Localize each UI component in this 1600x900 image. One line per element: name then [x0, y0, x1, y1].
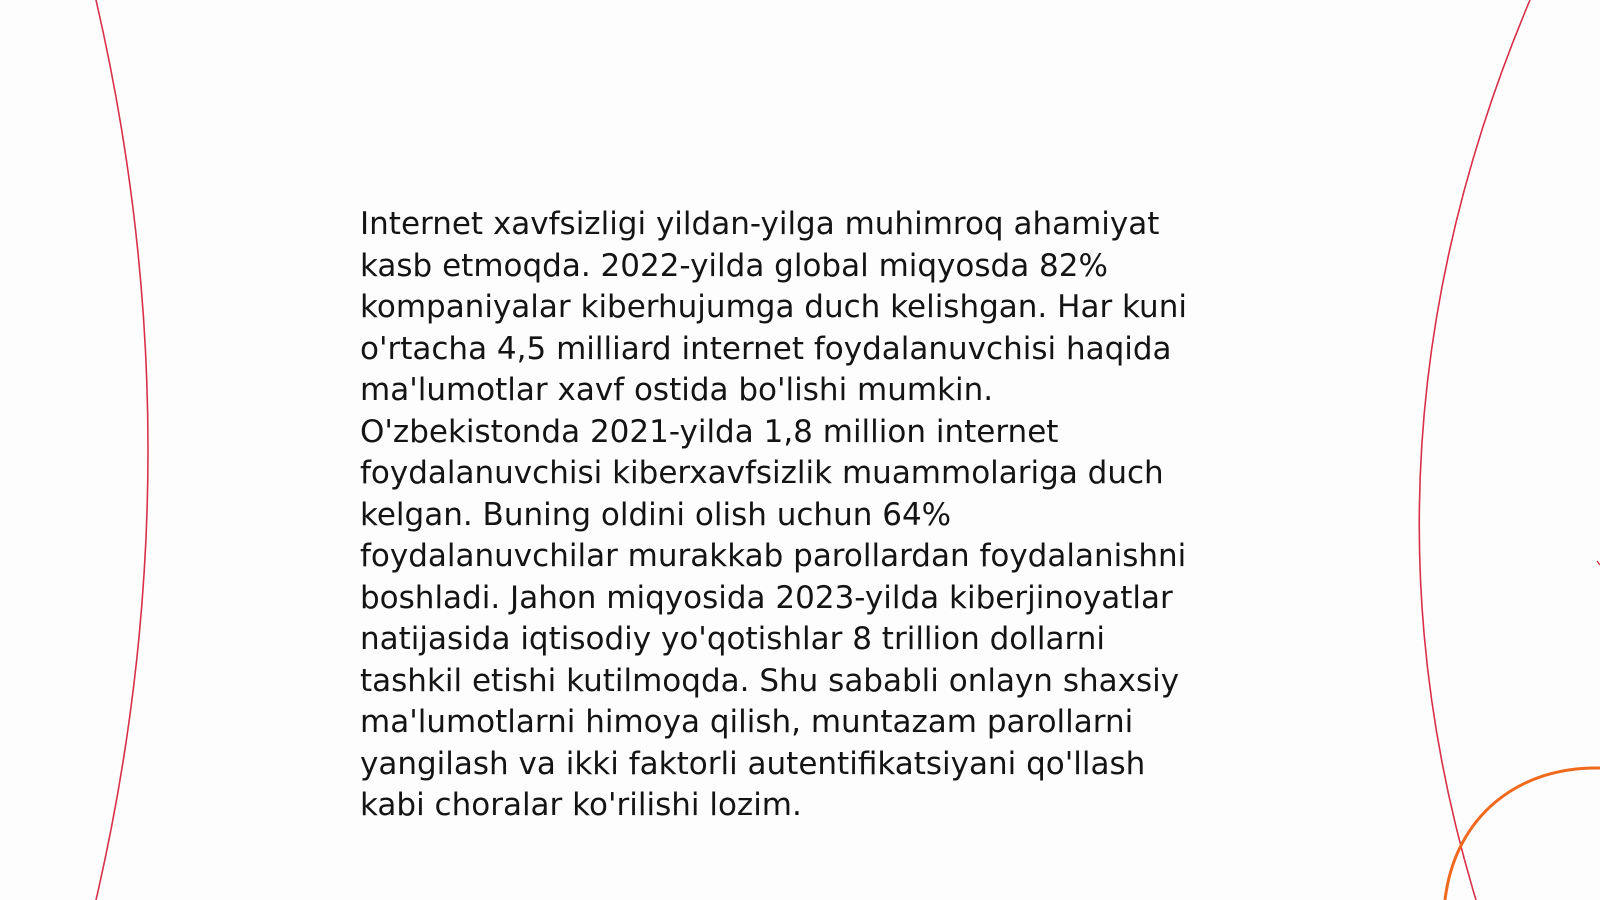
text-line: foydalanuvchilar murakkab parollardan foydalanishni	[360, 538, 1187, 574]
orange-arc	[1445, 768, 1600, 900]
text-line: ma'lumotlar xavf ostida bo'lishi mumkin.	[360, 372, 994, 408]
text-line: kabi choralar ko'rilishi lozim.	[360, 787, 802, 823]
text-line: kasb etmoqda. 2022-yilda global miqyosda 82%	[360, 247, 1108, 284]
text-line: foydalanuvchisi kiberxavfsizlik muammolariga duch	[360, 455, 1164, 491]
text-line: natijasida iqtisodiy yo'qotishlar 8 trillion dollarni	[360, 621, 1105, 657]
text-line: Internet xavfsizligi yildan-yilga muhimroq ahamiyat	[360, 206, 1160, 242]
text-line: ma'lumotlarni himoya qilish, muntazam parollarni	[360, 704, 1134, 740]
right-curve	[1419, 0, 1530, 900]
text-line: boshladi. Jahon miqyosida 2023-yilda kiberjinoyatlar	[360, 579, 1173, 616]
text-line: yangilash va ikki faktorli autentifikatsiyani qo'llash	[360, 745, 1146, 782]
left-curve	[96, 0, 148, 900]
text-line: o'rtacha 4,5 milliard internet foydalanuvchisi haqida	[360, 330, 1172, 367]
text-line: kompaniyalar kiberhujumga duch kelishgan. Har kuni	[360, 289, 1187, 325]
text-line: tashkil etishi kutilmoqda. Shu sababli onlayn shaxsiy	[360, 662, 1180, 699]
text-line: kelgan. Buning oldini olish uchun 64%	[360, 496, 952, 533]
body-paragraph	[360, 204, 1240, 827]
text-line: O'zbekistonda 2021-yilda 1,8 million internet	[360, 413, 1059, 450]
